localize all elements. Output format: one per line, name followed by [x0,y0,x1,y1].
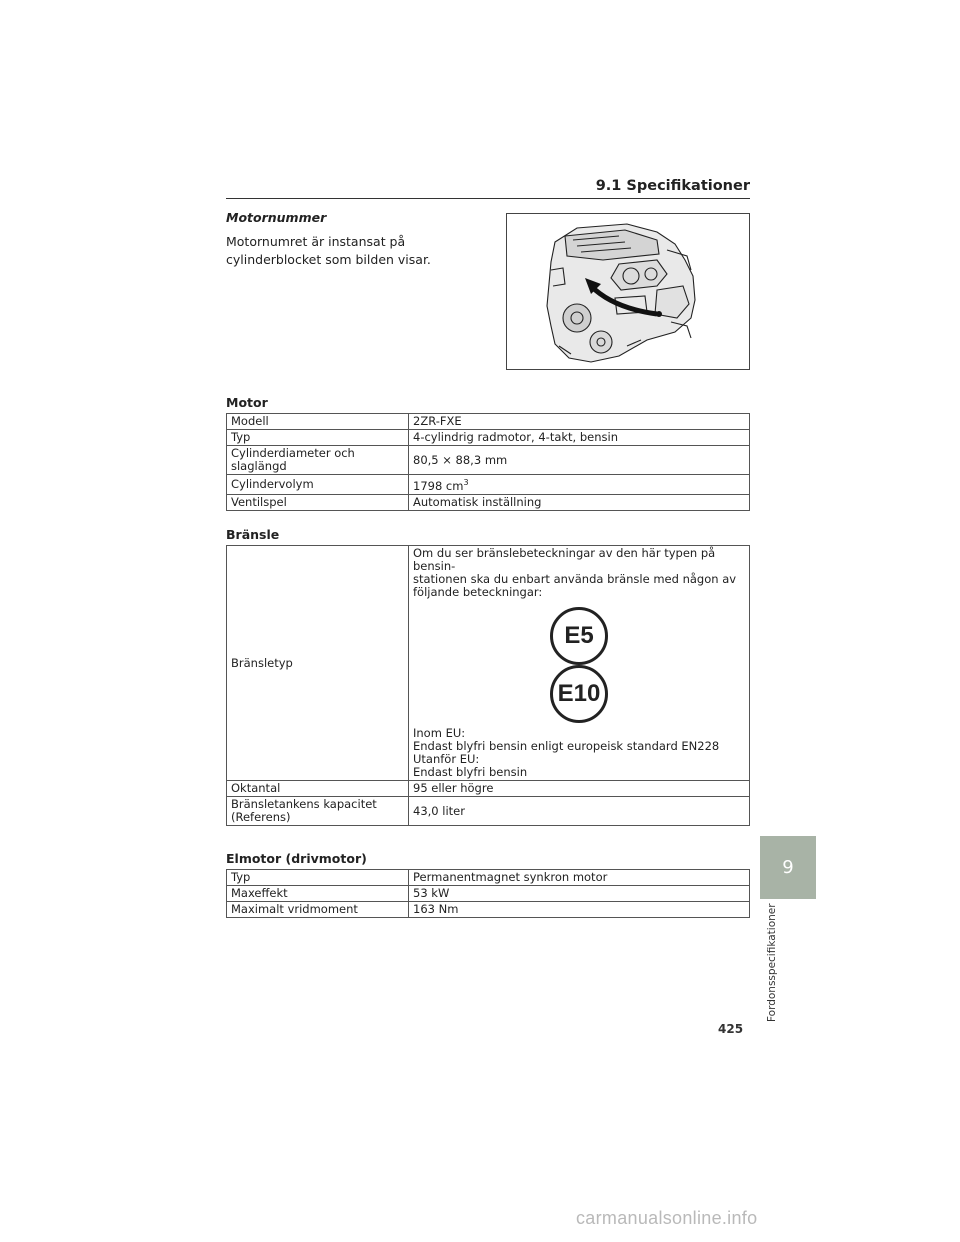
fuel-spec-table [226,545,750,826]
table-row [227,870,750,886]
engine-number-text-line1: Motornumret är instansat på [226,234,406,249]
engine-number-heading: Motornummer [226,210,327,225]
em-max-torque-value: 163 Nm [409,902,750,918]
motor-bore-stroke-label-line1: Cylinderdiameter och [231,446,355,460]
fuel-note-line3: följande beteckningar: [413,585,543,599]
engine-drawing [507,214,749,369]
watermark: carmanualsonline.info [576,1208,758,1228]
table-row [227,430,750,446]
tank-capacity-label-line1: Bränsletankens kapacitet [231,797,377,811]
tank-capacity-value: 43,0 liter [409,797,750,826]
e5-badge: E5 [550,607,608,665]
electric-motor-heading: Elmotor (drivmotor) [226,851,367,866]
octane-label: Oktantal [227,781,409,797]
table-row [227,414,750,430]
table-row [227,781,750,797]
eu-text: Endast blyfri bensin enligt europeisk standard EN228 [413,739,720,753]
table-row [227,902,750,918]
chapter-side-label: Fordonsspecifikationer [766,903,778,1022]
engine-number-text [226,233,431,269]
tank-capacity-label [227,797,409,826]
motor-valve-clearance-label: Ventilspel [227,494,409,510]
motor-heading: Motor [226,395,268,410]
displacement-superscript: 3 [463,478,469,487]
motor-spec-table [226,413,750,511]
motor-bore-stroke-label-line2: slaglängd [231,459,287,473]
displacement-number: 1798 cm [413,478,464,493]
table-row [227,494,750,510]
non-eu-text: Endast blyfri bensin [413,765,528,779]
octane-value: 95 eller högre [409,781,750,797]
engine-illustration [506,213,750,370]
section-title: 9.1 Specifikationer [595,178,750,194]
motor-displacement-value [409,475,750,495]
em-type-value: Permanentmagnet synkron motor [409,870,750,886]
fuel-type-value [409,546,750,781]
em-type-label: Typ [227,870,409,886]
em-max-torque-label: Maximalt vridmoment [227,902,409,918]
non-eu-label: Utanför EU: [413,752,480,766]
motor-bore-stroke-label [227,446,409,475]
fuel-region-notes [413,727,745,779]
em-max-power-label: Maxeffekt [227,886,409,902]
header-divider [226,198,750,199]
chapter-tab[interactable]: 9 [760,836,816,899]
motor-model-value: 2ZR-FXE [409,414,750,430]
eu-label: Inom EU: [413,726,466,740]
fuel-badges [413,599,745,727]
motor-displacement-label: Cylindervolym [227,475,409,495]
electric-motor-spec-table [226,869,750,918]
table-row [227,546,750,781]
fuel-note-line1: Om du ser bränslebeteckningar av den här typen på bensin- [413,546,716,573]
fuel-note-line2: stationen ska du enbart använda bränsle med någon av [413,572,737,586]
table-row [227,446,750,475]
fuel-note [413,547,745,599]
motor-type-label: Typ [227,430,409,446]
engine-number-text-line2: cylinderblocket som bilden visar. [226,252,431,267]
em-max-power-value: 53 kW [409,886,750,902]
table-row [227,475,750,495]
tank-capacity-label-line2: (Referens) [231,810,291,824]
fuel-type-label: Bränsletyp [227,546,409,781]
table-row [227,886,750,902]
motor-model-label: Modell [227,414,409,430]
fuel-heading: Bränsle [226,527,280,542]
page-number: 425 [718,1022,744,1036]
motor-type-value: 4-cylindrig radmotor, 4-takt, bensin [409,430,750,446]
motor-valve-clearance-value: Automatisk inställning [409,494,750,510]
table-row [227,797,750,826]
e10-badge: E10 [550,665,608,723]
motor-bore-stroke-value: 80,5 × 88,3 mm [409,446,750,475]
